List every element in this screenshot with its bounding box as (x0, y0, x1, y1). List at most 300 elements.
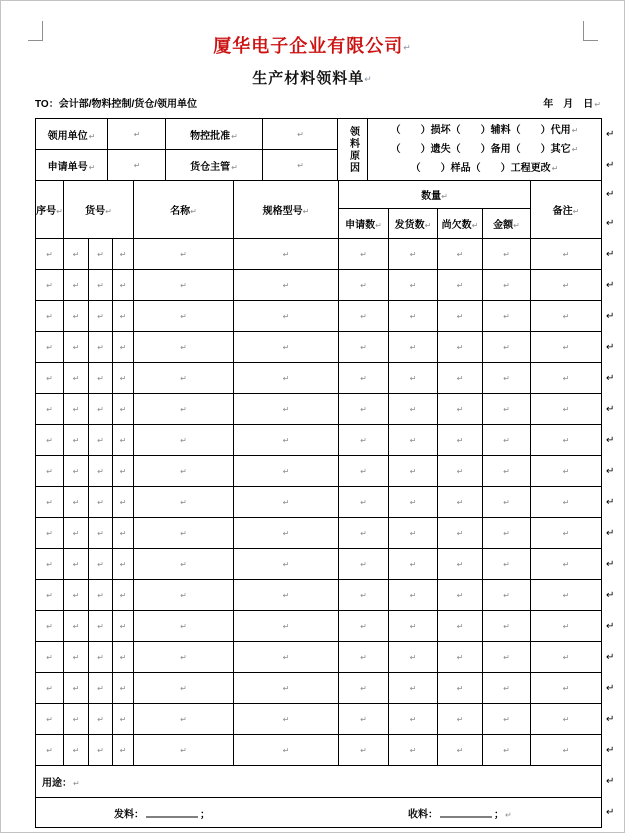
item-cell[interactable] (438, 642, 483, 673)
end-of-row-mark: ↵ (606, 279, 615, 291)
item-cell[interactable] (438, 580, 483, 611)
item-cell[interactable] (531, 580, 602, 611)
reason-option-row-1[interactable]: （ ）损坏（ ）辅料（ ）代用↵ (390, 125, 579, 136)
item-cell[interactable] (134, 425, 234, 456)
item-cell[interactable] (483, 487, 531, 518)
item-cell[interactable] (89, 394, 113, 425)
item-cell[interactable] (438, 239, 483, 270)
item-cell[interactable] (483, 518, 531, 549)
item-cell[interactable] (64, 301, 89, 332)
item-cell[interactable] (339, 642, 389, 673)
end-of-cell-mark: ↵ (72, 745, 80, 755)
end-of-cell-mark: ↵ (562, 342, 570, 352)
material-control-approval-input[interactable] (263, 119, 338, 150)
item-cell[interactable] (483, 270, 531, 301)
receiver-signature[interactable] (408, 805, 512, 820)
end-of-cell-mark: ↵ (360, 621, 367, 631)
end-of-cell-mark: ↵ (409, 497, 417, 507)
item-cell[interactable] (483, 301, 531, 332)
item-row (36, 394, 616, 425)
company-title-text: 厦华电子企业有限公司 (213, 36, 404, 56)
column-header-name: 名称↵ (134, 181, 234, 239)
form-title-text: 生产材料领料单 (252, 70, 365, 88)
item-cell[interactable] (483, 363, 531, 394)
item-cell[interactable] (113, 301, 134, 332)
item-cell[interactable] (113, 394, 134, 425)
item-cell[interactable] (438, 487, 483, 518)
end-of-cell-mark: ↵ (282, 528, 290, 538)
item-cell[interactable] (89, 611, 113, 642)
end-of-cell-mark: ↵ (180, 745, 187, 755)
end-of-cell-mark: ↵ (119, 559, 127, 569)
item-cell[interactable] (389, 239, 438, 270)
end-of-cell-mark: ↵ (119, 497, 127, 507)
warehouse-supervisor-input[interactable] (263, 150, 338, 181)
item-cell[interactable] (438, 735, 483, 766)
item-cell[interactable] (36, 611, 64, 642)
end-of-cell-mark: ↵ (282, 373, 290, 383)
end-of-cell-mark: ↵ (46, 683, 53, 693)
item-cell[interactable] (36, 673, 64, 704)
item-cell[interactable] (234, 518, 339, 549)
paragraph-mark: ↵ (403, 42, 412, 53)
end-of-cell-mark: ↵ (46, 373, 53, 383)
item-cell[interactable] (113, 487, 134, 518)
item-cell[interactable] (531, 456, 602, 487)
end-of-cell-mark: ↵ (231, 131, 238, 141)
end-of-cell-mark: ↵ (409, 435, 417, 445)
separator: ； (200, 809, 210, 820)
item-cell[interactable] (234, 239, 339, 270)
item-cell[interactable] (36, 301, 64, 332)
end-of-cell-mark: ↵ (282, 466, 290, 476)
label-requesting-unit: 领用单位↵ (36, 119, 108, 150)
item-row (36, 425, 616, 456)
item-cell[interactable] (389, 549, 438, 580)
items-table (35, 180, 616, 766)
item-cell[interactable] (89, 580, 113, 611)
end-of-cell-mark: ↵ (562, 280, 570, 290)
item-cell[interactable] (64, 735, 89, 766)
end-of-cell-mark: ↵ (360, 559, 367, 569)
item-cell[interactable] (483, 704, 531, 735)
item-cell[interactable] (531, 518, 602, 549)
end-of-cell-mark: ↵ (46, 559, 53, 569)
item-cell[interactable] (531, 704, 602, 735)
end-of-row-mark: ↵ (606, 682, 615, 694)
item-row (36, 301, 616, 332)
item-cell[interactable] (89, 425, 113, 456)
end-of-cell-mark: ↵ (180, 373, 187, 383)
item-cell[interactable] (339, 363, 389, 394)
end-of-cell-mark: ↵ (180, 280, 187, 290)
item-cell[interactable] (483, 549, 531, 580)
item-cell[interactable] (113, 425, 134, 456)
item-cell[interactable] (113, 611, 134, 642)
end-of-cell-mark: ↵ (46, 404, 53, 414)
item-cell[interactable] (64, 549, 89, 580)
item-cell[interactable] (134, 239, 234, 270)
item-cell[interactable] (234, 301, 339, 332)
item-cell[interactable] (339, 518, 389, 549)
item-cell[interactable] (113, 456, 134, 487)
end-of-cell-mark: ↵ (97, 683, 104, 693)
item-cell[interactable] (64, 487, 89, 518)
item-cell[interactable] (531, 549, 602, 580)
item-cell[interactable] (438, 549, 483, 580)
item-row (36, 239, 616, 270)
end-of-cell-mark: ↵ (56, 207, 63, 216)
item-cell[interactable] (36, 394, 64, 425)
end-of-row-mark: ↵ (606, 744, 615, 756)
item-cell[interactable] (389, 270, 438, 301)
item-cell[interactable] (389, 363, 438, 394)
item-cell[interactable] (64, 456, 89, 487)
column-header-amount: 金额↵ (483, 209, 531, 239)
end-of-cell-mark: ↵ (282, 497, 290, 507)
item-cell[interactable] (64, 270, 89, 301)
end-of-cell-mark: ↵ (97, 497, 104, 507)
item-cell[interactable] (89, 239, 113, 270)
item-cell[interactable] (389, 518, 438, 549)
end-of-cell-mark: ↵ (180, 590, 187, 600)
end-of-cell-mark: ↵ (456, 404, 464, 414)
item-cell[interactable] (389, 456, 438, 487)
item-cell[interactable] (438, 611, 483, 642)
purpose-input[interactable] (36, 766, 602, 798)
item-cell[interactable] (483, 611, 531, 642)
item-cell[interactable] (339, 425, 389, 456)
item-cell[interactable] (134, 642, 234, 673)
item-cell[interactable] (36, 735, 64, 766)
item-cell[interactable] (134, 332, 234, 363)
item-cell[interactable] (531, 642, 602, 673)
item-cell[interactable] (134, 549, 234, 580)
item-cell[interactable] (89, 363, 113, 394)
requesting-unit-input[interactable] (108, 119, 166, 150)
item-cell[interactable] (483, 580, 531, 611)
item-cell[interactable] (64, 704, 89, 735)
end-of-cell-mark: ↵ (88, 131, 96, 141)
reason-options (368, 119, 602, 181)
end-of-row-mark: ↵ (606, 465, 615, 477)
item-cell[interactable] (438, 332, 483, 363)
item-cell[interactable] (64, 239, 89, 270)
item-cell[interactable] (134, 394, 234, 425)
end-of-cell-mark: ↵ (97, 466, 104, 476)
item-cell[interactable] (64, 673, 89, 704)
item-cell[interactable] (64, 611, 89, 642)
item-cell[interactable] (89, 456, 113, 487)
end-of-cell-mark: ↵ (503, 590, 510, 600)
end-of-cell-mark: ↵ (562, 559, 570, 569)
item-cell[interactable] (36, 332, 64, 363)
item-row (36, 642, 616, 673)
end-of-line-mark: ↵ (594, 100, 601, 109)
item-cell[interactable] (134, 487, 234, 518)
item-cell[interactable] (438, 363, 483, 394)
item-cell[interactable] (113, 549, 134, 580)
item-row (36, 673, 616, 704)
end-of-cell-mark: ↵ (97, 745, 104, 755)
item-cell[interactable] (339, 673, 389, 704)
item-cell[interactable] (483, 394, 531, 425)
item-cell[interactable] (339, 549, 389, 580)
end-of-row-mark: ↵ (606, 403, 615, 415)
item-cell[interactable] (531, 332, 602, 363)
item-row (36, 456, 616, 487)
end-of-cell-mark: ↵ (119, 311, 127, 321)
item-cell[interactable] (531, 363, 602, 394)
end-of-cell-mark: ↵ (503, 745, 510, 755)
end-of-cell-mark: ↵ (441, 192, 448, 201)
issue-label: 发料： (114, 809, 144, 820)
item-cell[interactable] (438, 394, 483, 425)
column-header-quantity-group: 数量↵ (339, 181, 531, 209)
end-of-cell-mark: ↵ (119, 373, 127, 383)
item-cell[interactable] (389, 332, 438, 363)
item-cell[interactable] (438, 518, 483, 549)
end-of-cell-mark: ↵ (409, 249, 417, 259)
item-row (36, 549, 616, 580)
item-cell[interactable] (89, 704, 113, 735)
end-of-cell-mark: ↵ (46, 590, 53, 600)
item-cell[interactable] (339, 704, 389, 735)
item-cell[interactable] (234, 394, 339, 425)
item-cell[interactable] (234, 332, 339, 363)
item-cell[interactable] (389, 487, 438, 518)
item-cell[interactable] (64, 363, 89, 394)
end-of-cell-mark: ↵ (133, 129, 141, 139)
item-cell[interactable] (36, 549, 64, 580)
item-cell[interactable] (134, 301, 234, 332)
item-cell[interactable] (134, 363, 234, 394)
end-of-cell-mark: ↵ (456, 342, 464, 352)
end-of-cell-mark: ↵ (409, 280, 417, 290)
item-cell[interactable] (234, 580, 339, 611)
reason-option-row-3[interactable]: （ ）样品（ ）工程更改↵ (410, 163, 559, 174)
item-cell[interactable] (36, 487, 64, 518)
item-cell[interactable] (234, 487, 339, 518)
item-cell[interactable] (134, 456, 234, 487)
item-cell[interactable] (438, 704, 483, 735)
to-line (35, 97, 601, 113)
item-cell[interactable] (36, 642, 64, 673)
item-cell[interactable] (531, 270, 602, 301)
item-cell[interactable] (483, 642, 531, 673)
end-of-cell-mark: ↵ (46, 528, 53, 538)
item-cell[interactable] (531, 673, 602, 704)
item-cell[interactable] (438, 456, 483, 487)
item-cell[interactable] (89, 642, 113, 673)
item-cell[interactable] (339, 611, 389, 642)
item-cell[interactable] (389, 704, 438, 735)
item-cell[interactable] (389, 642, 438, 673)
item-cell[interactable] (89, 518, 113, 549)
end-of-cell-mark: ↵ (46, 621, 53, 631)
item-cell[interactable] (234, 270, 339, 301)
receive-label: 收料： (408, 809, 438, 820)
item-cell[interactable] (134, 518, 234, 549)
item-row (36, 518, 616, 549)
end-of-cell-mark: ↵ (72, 342, 80, 352)
item-cell[interactable] (134, 735, 234, 766)
item-cell[interactable] (113, 704, 134, 735)
item-cell[interactable] (483, 425, 531, 456)
end-of-cell-mark: ↵ (72, 652, 80, 662)
item-cell[interactable] (64, 332, 89, 363)
item-cell[interactable] (531, 487, 602, 518)
reason-option-row-2[interactable]: （ ）遗失（ ）备用（ ）其它↵ (390, 144, 579, 155)
item-cell[interactable] (531, 239, 602, 270)
item-cell[interactable] (438, 270, 483, 301)
item-cell[interactable] (531, 425, 602, 456)
item-cell[interactable] (234, 642, 339, 673)
item-cell[interactable] (134, 611, 234, 642)
item-cell[interactable] (389, 425, 438, 456)
item-cell[interactable] (339, 270, 389, 301)
item-cell[interactable] (89, 673, 113, 704)
end-of-row-mark: ↵ (606, 310, 615, 322)
end-of-cell-mark: ↵ (360, 528, 367, 538)
item-cell[interactable] (36, 425, 64, 456)
date-fields[interactable] (543, 97, 601, 113)
end-of-cell-mark: ↵ (119, 280, 127, 290)
end-of-cell-mark: ↵ (97, 621, 104, 631)
item-cell[interactable] (438, 425, 483, 456)
receiver-signature-line[interactable] (440, 805, 492, 817)
item-cell[interactable] (339, 735, 389, 766)
issuer-signature[interactable] (114, 805, 210, 820)
column-header-seq: 序号↵ (36, 181, 64, 239)
item-cell[interactable] (389, 611, 438, 642)
item-cell[interactable] (89, 270, 113, 301)
issuer-signature-line[interactable] (146, 805, 198, 817)
item-cell[interactable] (531, 735, 602, 766)
end-of-cell-mark: ↵ (72, 714, 80, 724)
end-of-cell-mark: ↵ (360, 714, 367, 724)
item-cell[interactable] (113, 673, 134, 704)
item-cell[interactable] (531, 301, 602, 332)
end-of-cell-mark: ↵ (503, 249, 510, 259)
end-of-cell-mark: ↵ (119, 714, 127, 724)
item-cell[interactable] (234, 673, 339, 704)
item-cell[interactable] (113, 239, 134, 270)
item-cell[interactable] (113, 580, 134, 611)
item-cell[interactable] (339, 332, 389, 363)
item-cell[interactable] (134, 673, 234, 704)
item-cell[interactable] (234, 363, 339, 394)
end-of-cell-mark: ↵ (409, 342, 417, 352)
item-cell[interactable] (389, 580, 438, 611)
end-of-cell-mark: ↵ (360, 311, 367, 321)
item-cell[interactable] (64, 518, 89, 549)
end-of-cell-mark: ↵ (456, 497, 464, 507)
item-cell[interactable] (438, 301, 483, 332)
item-cell[interactable] (64, 394, 89, 425)
item-cell[interactable] (234, 704, 339, 735)
item-cell[interactable] (483, 456, 531, 487)
item-cell[interactable] (89, 487, 113, 518)
item-cell[interactable] (234, 611, 339, 642)
request-number-input[interactable] (108, 150, 166, 181)
item-cell[interactable] (134, 704, 234, 735)
item-cell[interactable] (89, 549, 113, 580)
end-of-cell-mark: ↵ (503, 435, 510, 445)
item-cell[interactable] (389, 673, 438, 704)
item-cell[interactable] (531, 394, 602, 425)
item-cell[interactable] (438, 673, 483, 704)
item-cell[interactable] (234, 425, 339, 456)
end-of-cell-mark: ↵ (360, 404, 367, 414)
item-cell[interactable] (113, 735, 134, 766)
item-cell[interactable] (113, 332, 134, 363)
item-cell[interactable] (89, 332, 113, 363)
footer-table (35, 765, 616, 828)
end-of-cell-mark: ↵ (503, 404, 510, 414)
item-cell[interactable] (134, 270, 234, 301)
item-cell[interactable] (36, 270, 64, 301)
end-of-cell-mark: ↵ (180, 714, 187, 724)
item-cell[interactable] (64, 425, 89, 456)
item-cell[interactable] (483, 735, 531, 766)
item-cell[interactable] (531, 611, 602, 642)
item-cell[interactable] (36, 518, 64, 549)
item-cell[interactable] (64, 642, 89, 673)
item-row (36, 704, 616, 735)
end-of-row-mark: ↵ (606, 341, 615, 353)
end-of-cell-mark: ↵ (97, 590, 104, 600)
item-cell[interactable] (64, 580, 89, 611)
item-cell[interactable] (339, 239, 389, 270)
item-cell[interactable] (483, 673, 531, 704)
item-cell[interactable] (389, 735, 438, 766)
end-of-line-mark: ↵ (571, 145, 579, 154)
end-of-cell-mark: ↵ (180, 435, 187, 445)
item-cell[interactable] (234, 549, 339, 580)
end-of-cell-mark: ↵ (97, 249, 104, 259)
item-cell[interactable] (36, 239, 64, 270)
item-cell[interactable] (113, 642, 134, 673)
item-cell[interactable] (389, 301, 438, 332)
end-of-cell-mark: ↵ (282, 342, 290, 352)
item-cell[interactable] (36, 363, 64, 394)
item-cell[interactable] (89, 301, 113, 332)
title-block (0, 34, 625, 90)
item-cell[interactable] (113, 270, 134, 301)
item-cell[interactable] (113, 518, 134, 549)
item-cell[interactable] (483, 239, 531, 270)
item-cell[interactable] (89, 735, 113, 766)
item-cell[interactable] (36, 580, 64, 611)
item-cell[interactable] (483, 332, 531, 363)
item-cell[interactable] (339, 580, 389, 611)
end-of-cell-mark: ↵ (72, 311, 80, 321)
item-cell[interactable] (339, 487, 389, 518)
item-cell[interactable] (234, 456, 339, 487)
item-cell[interactable] (339, 394, 389, 425)
end-of-line-mark: ↵ (551, 164, 559, 173)
item-cell[interactable] (134, 580, 234, 611)
item-cell[interactable] (36, 704, 64, 735)
end-of-cell-mark: ↵ (503, 497, 510, 507)
item-cell[interactable] (234, 735, 339, 766)
item-cell[interactable] (36, 456, 64, 487)
item-cell[interactable] (113, 363, 134, 394)
item-cell[interactable] (339, 456, 389, 487)
item-cell[interactable] (389, 394, 438, 425)
item-cell[interactable] (339, 301, 389, 332)
